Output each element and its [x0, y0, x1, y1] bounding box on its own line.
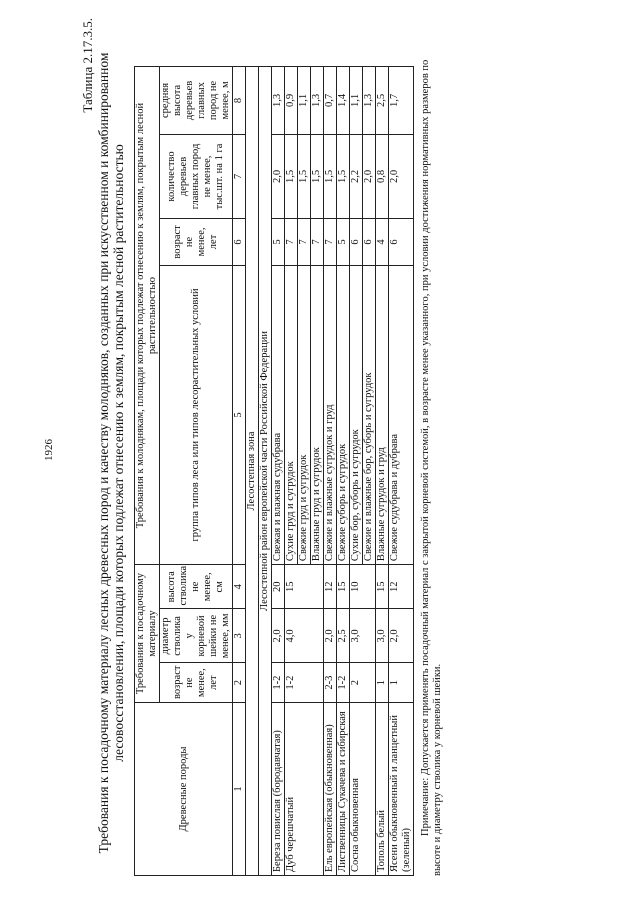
- header-planting-group: Требования к посадочному материалу: [135, 565, 160, 703]
- height-cell: 15: [285, 565, 324, 609]
- diameter-cell: 2,0: [324, 609, 337, 663]
- col-number: 7: [233, 134, 246, 218]
- height-cell: 12: [324, 565, 337, 609]
- young-age-cell: 7: [311, 219, 324, 266]
- count-cell: 1,5: [337, 134, 350, 218]
- table-note: Примечание: Допускается применять посадочный материал с закрытой корневой системой, в возрасте менее указанного, при условии достижения нормативных размеров по высоте и диаметру стволика у корневой шейки.: [420, 59, 443, 876]
- young-age-cell: 5: [337, 219, 350, 266]
- table-row: [324, 67, 337, 876]
- count-cell: 1,5: [298, 134, 311, 218]
- species-cell: Ясени обыкновенный и ланцетный (зеленый): [389, 703, 414, 876]
- age-cell: 2: [350, 663, 376, 703]
- forest-type-cell: Свежие и влажные сугрудок и груд: [324, 265, 337, 564]
- col-number: 5: [233, 265, 246, 564]
- species-cell: Ель европейская (обыкновенная): [324, 703, 337, 876]
- diameter-cell: 3,0: [350, 609, 376, 663]
- avg-height-cell: 1,3: [272, 67, 285, 135]
- table-title: Требования к посадочному материалу лесных древесных пород и качеству молодняков, созданных при искусственном и комбинированном лесовосстановлении, площади которых подлежат отнесению к землям, покрытым лесной растительностью: [96, 52, 126, 854]
- avg-height-cell: 1,3: [363, 67, 376, 135]
- diameter-cell: 2,0: [272, 609, 285, 663]
- header-count: количество деревьев главных пород не менее, тыс.шт. на 1 га: [160, 134, 233, 218]
- table-row: [285, 67, 298, 876]
- age-cell: 1: [376, 663, 389, 703]
- young-age-cell: 6: [389, 219, 414, 266]
- header-forest-type: группа типов леса или типов лесорастительных условий: [160, 265, 233, 564]
- species-cell: Сосна обыкновенная: [350, 703, 376, 876]
- height-cell: 20: [272, 565, 285, 609]
- count-cell: 2,0: [389, 134, 414, 218]
- rotated-content: [78, 18, 548, 888]
- species-cell: Лиственницы Сукачева и сибирская: [337, 703, 350, 876]
- count-cell: 2,0: [272, 134, 285, 218]
- forest-type-cell: Влажные сугрудок и груд: [376, 265, 389, 564]
- age-cell: 1: [389, 663, 414, 703]
- age-cell: 1-2: [337, 663, 350, 703]
- header-avg-height: средняя высота деревьев главных пород не менее, м: [160, 67, 233, 135]
- header-age: возраст не менее, лет: [160, 663, 233, 703]
- col-number: 3: [233, 609, 246, 663]
- avg-height-cell: 0,9: [285, 67, 298, 135]
- forest-type-cell: Свежие судубрава и дубрава: [389, 265, 414, 564]
- zone-title: Лесостепная зона: [246, 67, 259, 876]
- table-row: [389, 67, 414, 876]
- col-number: 1: [233, 703, 246, 876]
- col-number: 2: [233, 663, 246, 703]
- header-diameter: диаметр стволика у корневой шейки не менее, мм: [160, 609, 233, 663]
- age-cell: 1-2: [285, 663, 324, 703]
- diameter-cell: 2,5: [337, 609, 350, 663]
- avg-height-cell: 1,3: [311, 67, 324, 135]
- col-number: 8: [233, 67, 246, 135]
- age-cell: 2-3: [324, 663, 337, 703]
- requirements-table: [134, 66, 414, 876]
- table-row: [376, 67, 389, 876]
- species-cell: Тополь белый: [376, 703, 389, 876]
- table-number: Таблица 2.17.3.5.: [80, 18, 95, 113]
- height-cell: 15: [337, 565, 350, 609]
- count-cell: 1,5: [285, 134, 298, 218]
- height-cell: 12: [389, 565, 414, 609]
- species-cell: Дуб черешчатый: [285, 703, 324, 876]
- col-number: 4: [233, 565, 246, 609]
- count-cell: 1,5: [324, 134, 337, 218]
- diameter-cell: 3,0: [376, 609, 389, 663]
- header-young-age: возраст не менее, лет: [160, 219, 233, 266]
- forest-type-cell: Сухие груд и сугрудок: [285, 265, 298, 564]
- young-age-cell: 5: [272, 219, 285, 266]
- header-young-group: Требования к молоднякам, площади которых подлежат отнесению к землям, покрытым лесной растительностью: [135, 67, 160, 565]
- forest-type-cell: Свежая и влажная судубрава: [272, 265, 285, 564]
- column-number-row: [233, 67, 246, 876]
- avg-height-cell: 1,1: [350, 67, 363, 135]
- col-number: 6: [233, 219, 246, 266]
- young-age-cell: 7: [324, 219, 337, 266]
- age-cell: 1-2: [272, 663, 285, 703]
- forest-type-cell: Свежие груд и сугрудок: [298, 265, 311, 564]
- avg-height-cell: 2,5: [376, 67, 389, 135]
- table-row: [272, 67, 285, 876]
- species-cell: Береза повислая (бородавчатая): [272, 703, 285, 876]
- young-age-cell: 7: [298, 219, 311, 266]
- young-age-cell: 6: [350, 219, 363, 266]
- forest-type-cell: Влажные груд и сугрудок: [311, 265, 324, 564]
- header-height: высота стволика не менее, см: [160, 565, 233, 609]
- region-title: Лесостепной район европейской части Российской Федерации: [259, 67, 272, 876]
- count-cell: 2,0: [363, 134, 376, 218]
- diameter-cell: 2,0: [389, 609, 414, 663]
- young-age-cell: 4: [376, 219, 389, 266]
- forest-type-cell: Свежие и влажные бор, суборь и сугрудок: [363, 265, 376, 564]
- diameter-cell: 4,0: [285, 609, 324, 663]
- avg-height-cell: 1,1: [298, 67, 311, 135]
- table-row: [350, 67, 363, 876]
- young-age-cell: 7: [285, 219, 298, 266]
- forest-type-cell: Сухие бор, суборь и сугрудок: [350, 265, 363, 564]
- page-number: 1926: [43, 439, 55, 461]
- height-cell: 10: [350, 565, 376, 609]
- forest-type-cell: Свежие суборь и сугрудок: [337, 265, 350, 564]
- height-cell: 15: [376, 565, 389, 609]
- avg-height-cell: 0,7: [324, 67, 337, 135]
- table-row: [337, 67, 350, 876]
- header-species: Древесные породы: [135, 703, 233, 876]
- avg-height-cell: 1,7: [389, 67, 414, 135]
- young-age-cell: 6: [363, 219, 376, 266]
- count-cell: 0,8: [376, 134, 389, 218]
- count-cell: 2,2: [350, 134, 363, 218]
- count-cell: 1,5: [311, 134, 324, 218]
- avg-height-cell: 1,4: [337, 67, 350, 135]
